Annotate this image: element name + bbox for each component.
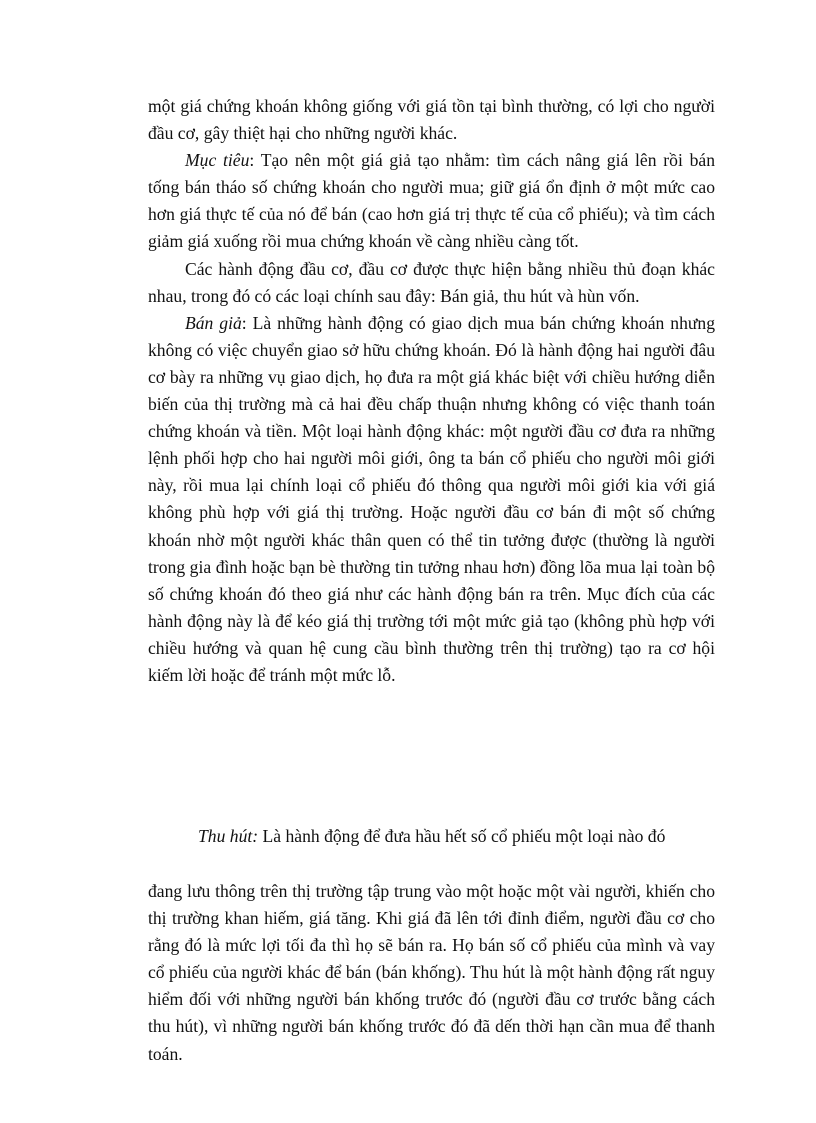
ban-gia-paragraph [148, 310, 715, 689]
intro-text: một giá chứng khoán không giống với giá tồn tại bình thường, có lợi cho người đầu cơ, gây thiệt hại cho những người khác. [148, 96, 715, 144]
thu-hut-heading-block [198, 823, 716, 850]
thu-hut-continuation-paragraph [148, 878, 715, 1068]
thu-hut-label: Thu hút: [198, 826, 259, 846]
muc-tieu-paragraph [148, 147, 715, 255]
thu-hut-text: Là hành động để đưa hầu hết số cổ phiếu một loại nào đó [258, 826, 666, 846]
thu-hut-continuation-text: đang lưu thông trên thị trường tập trung vào một hoặc một vài người, khiến cho thị trường khan hiếm, giá tăng. Khi giá đã lên tới đỉnh điểm, người đầu cơ cho rằng đó là mức lợi tối đa thì họ sẽ bán ra. Họ bán số cổ phiếu của mình và vay cổ phiếu của người khác để bán (bán khống). Thu hút là một hành động rất nguy hiểm đối với những người bán khống trước đó (người đầu cơ trước bằng cách thu hút), vì những người bán khống trước đó đã dến thời hạn cần mua để thanh toán. [148, 881, 715, 1064]
muc-tieu-text: : Tạo nên một giá giả tạo nhằm: tìm cách nâng giá lên rồi bán tống bán tháo số chứng khoán cho người mua; giữ giá ổn định ở một mức cao hơn giá thực tế của nó để bán (cao hơn giá trị thực tế của cổ phiếu); và tìm cách giảm giá xuống rồi mua chứng khoán về càng nhiều càng tốt. [148, 150, 715, 252]
hanh-dong-paragraph [148, 256, 715, 310]
thu-hut-paragraph [198, 823, 716, 850]
ban-gia-text: : Là những hành động có giao dịch mua bán chứng khoán nhưng không có việc chuyển giao sở hữu chứng khoán. Đó là hành động hai người đâu cơ bày ra những vụ giao dịch, họ đưa ra một giá khác biệt với chiều hướng diễn biến của thị trường mà cả hai đều chấp thuận nhưng không có việc thanh toán chứng khoán và tiền. Một loại hành động khác: một người đầu cơ đưa ra những lệnh phối hợp cho hai người môi giới, ông ta bán cổ phiếu cho người môi giới này, rồi mua lại chính loại cổ phiếu đó thông qua người môi giới kia với giá không phù hợp với giá thị trường. Hoặc người đầu cơ bán đi một số chứng khoán nhờ một người khác thân quen có thể tin tưởng được (thường là người trong gia đình hoặc bạn bè thường tin tưởng nhau hơn) đồng lõa mua lại toàn bộ số chứng khoán đó theo giá như các hành động bán ra trên. Mục đích của các hành động này là để kéo giá thị trường tới một mức giả tạo (không phù hợp với chiều hướng và quan hệ cung cầu bình thường trên thị trường) tạo ra cơ hội kiếm lời hoặc để tránh một mức lỗ. [148, 312, 716, 685]
intro-paragraph [148, 93, 715, 147]
ban-gia-label: Bán giả [185, 312, 242, 333]
hanh-dong-text: Các hành động đầu cơ, đầu cơ được thực hiện bằng nhiều thủ đoạn khác nhau, trong đó có các loại chính sau đây: Bán giả, thu hút và hùn vốn. [148, 258, 715, 306]
thu-hut-continuation-block [148, 878, 715, 1068]
muc-tieu-label: Mục tiêu [185, 150, 250, 171]
main-text-section [148, 93, 715, 689]
